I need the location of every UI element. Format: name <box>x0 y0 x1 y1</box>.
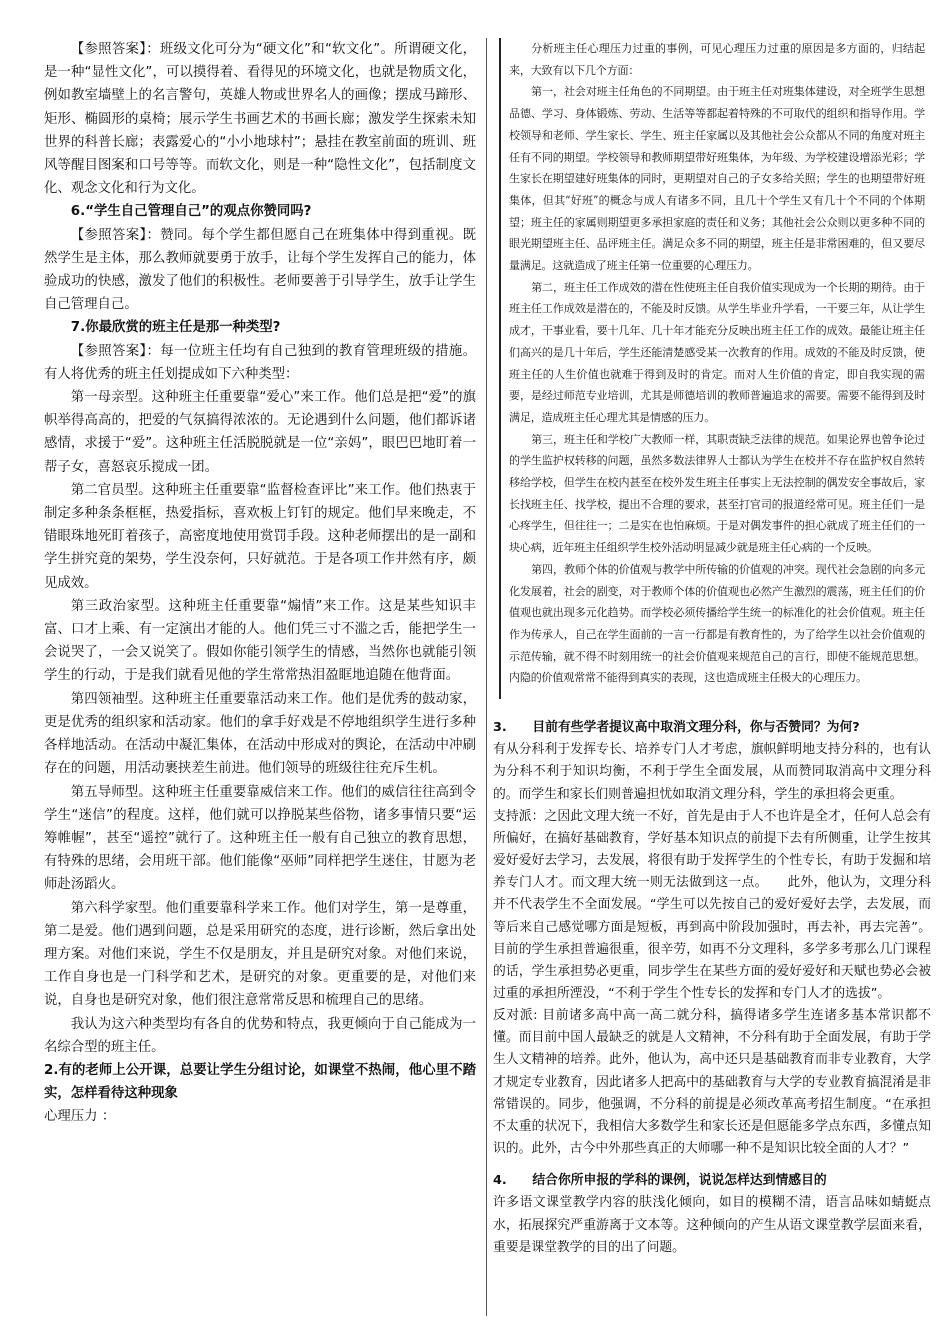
type-paragraph: 第六科学家型。他们重要靠科学来工作。他们对学生，第一是尊重，第二是爱。他们遇到问题，总是采用研究的态度，进行诊断，然后拿出处理方案。对他们来说，学生不仅是朋友，并且是研究对象。对他们来说，工作自身也是一门科学和艺术，是研究的对象。更重要的是，对他们来说，自身也是研究对象，他们很注意常常反思和梳理自己的思绪。 <box>44 900 476 1009</box>
excerpt-paragraph: 分析班主任心理压力过重的事例，可见心理压力过重的原因是多方面的，归结起来，大致有以下几个方面： <box>509 42 925 77</box>
answer-paragraph: 【参照答案】：班级文化可分为“硬文化”和“软文化”。所谓硬文化，是一种“显性文化”，可以摸得着、看得见的环境文化，也就是物质文化，例如教室墙壁上的名言警句，英雄人物或世界名人的画像；摆成马蹄形、矩形、椭圆形的桌椅；展示学生书画艺术的书画长廊；激发学生探索未知世界的科普长廊；表露爱心的“小小地球村”；悬挂在教室前面的班训、班风等醒目图案和口号等等。而软文化，则是一种“隐性文化”，包括制度文化、观念文化和行为文化。 <box>44 42 476 197</box>
subheading: 心理压力 ： <box>44 1109 116 1125</box>
conclusion-paragraph: 我认为这六种类型均有各自的优势和特点，我更倾向于自己能成为一名综合型的班主任。 <box>44 1016 476 1055</box>
type-paragraph: 第五导师型。这种班主任重要靠威信来工作。他们的威信往往高到令学生“迷信”的程度。这样，他们就可以挣脱某些俗物，诸多事情只要“运筹帷幄”，甚至“遥控”就行了。这种班主任一般有自己独立的教育思想，有特殊的思绪，会用班干部。他们能像“巫师”同样把学生迷住，甘愿为老师赴汤蹈火。 <box>44 784 476 893</box>
answer-paragraph: 有从分科利于发挥专长、培养专门人才考虑，旗帜鲜明地支持分科的，也有认为分科不利于知识均衡，不利于学生全面发展，从而赞同取消高中文理分科的。而学生和家长们则普遍担忧如取消文理分科，学生的承担将会更重。 <box>493 742 931 802</box>
question-heading: 2.有的老师上公开课，总要让学生分组讨论，如课堂不热闹，他心里不踏实，怎样看待这种现象 <box>44 1062 476 1102</box>
question-heading: 4. 结合你所申报的学科的课例，说说怎样达到情感目的 <box>493 1173 827 1189</box>
type-paragraph: 第二官员型。这种班主任重要靠“监督检查评比”来工作。他们热衷于制定多种条条框框，热爱指标，喜欢板上钉钉的规定。他们早来晚走，不错眼珠地死盯着孩子，高密度地使用赏罚手段。这种老师摆出的是一副和学生拼究竟的架势，学生没奈何，只好就范。于是各项工作井然有序，颇见成效。 <box>44 482 476 591</box>
question-heading: 6.“学生自己管理自己”的观点你赞同吗? <box>70 204 312 220</box>
right-column <box>493 38 931 1259</box>
column-divider <box>486 38 487 1316</box>
excerpt-paragraph: 第一，社会对班主任角色的不同期望。由于班主任对班集体建设，对全班学生思想品德、学习、身体锻炼、劳动、生活等等都起着特殊的不可取代的组织和指导作用。学校领导和老师、学生家长、学生、班主任家属以及其他社会公众都从不同的角度对班主任有不同的期望。学校领导和教师期望带好班集体，为年级、为学校建设增添光彩；学生家长在期望建好班集体的同时，更期望对自己的子女多给关照；学生的也期望带好班集体，但其“好班”的概念与成人有诸多不同，且几十个学生又有几十个不同的个体期望；班主任的家属则期望更多承担家庭的责任和义务；其他社会公众则以更多种不同的眼光期望班主任、品评班主任。满足众多不同的期望，班主任是非常困难的，但又要尽量满足。这就造成了班主任第一位重要的心理压力。 <box>509 85 925 273</box>
type-paragraph: 第四领袖型。这种班主任重要靠活动来工作。他们是优秀的鼓动家，更是优秀的组织家和活动家。他们的拿手好戏是不停地组织学生进行多种各样地活动。在活动中凝汇集体，在活动中形成对的舆论，在活动中冲刷存在的问题，用活动裹挟差生前进。他们领导的班级往往充斥生机。 <box>44 691 476 777</box>
answer-paragraph: 【参照答案】：每一位班主任均有自己独到的教育管理班级的措施。有人将优秀的班主任划提成如下六种类型： <box>44 343 476 382</box>
left-column <box>44 38 476 1129</box>
question-heading: 7.你最欣赏的班主任是那一种类型? <box>70 320 281 336</box>
answer-paragraph: 许多语文课堂教学内容的肤浅化倾向，如目的模糊不清，语言品味如蜻蜓点水，拓展探究严重游离于文本等。这种倾向的产生从语文课堂教学层面来看，重要是课堂教学的目的出了问题。 <box>493 1195 931 1255</box>
answer-paragraph: 【参照答案】：赞同。每个学生都但愿自己在班集体中得到重视。既然学生是主体，那么教师就要勇于放手，让每个学生发挥自己的能力，体验成功的快感，激发了他们的积极性。老师要善于引导学生，放手让学生自己管理自己。 <box>44 227 476 313</box>
type-paragraph: 第三政治家型。这种班主任重要靠“煽情”来工作。这是某些知识丰富、口才上乘、有一定演出才能的人。他们凭三寸不滥之舌，能把学生一会说哭了，一会又说笑了。假如你能引领学生的情感，当然你也就能引领学生的行动，于是我们就看见他的学生常常热泪盈眶地追随在他背面。 <box>44 598 476 684</box>
answer-paragraph: 反对派: 目前诸多高中高一高二就分科，搞得诸多学生连诸多基本常识都不懂。而目前中国人最缺乏的就是人文精神，不分科有助于全面发展，有助于学生人文精神的培养。此外，他认为，高中还只是基础教育而非专业教育，大学才规定专业教育，因此诸多人把高中的基础教育与大学的专业教育搞混淆是非常错误的。同步，他强调，不分科的前提是必须改革高考招生制度。“在承担不太重的状况下，我相信大多数学生和家长还是但愿能多学点东西，多懂点知识的。此外，古今中外那些真正的大师哪一种不是知识比较全面的人才？” <box>493 1008 931 1157</box>
scanned-excerpt <box>499 38 931 699</box>
excerpt-paragraph: 第四，教师个体的价值观与教学中所传输的价值观的冲突。现代社会急剧的向多元化发展着，社会的剧变，对于教师个体的价值观也必然产生激烈的震荡，班主任们的价值观也就出现多元化趋势。而学校必须传播给学生统一的标准化的社会价值观。班主任作为传承人，自己在学生面前的一言一行都是有教育性的，为了给学生以社会价值观的示范传输，就不得不时刻用统一的社会价值观来规范自己的言行，即使不能规范思想。内隐的价值观常常不能得到真实的表现，这也造成班主任极大的心理压力。 <box>509 562 925 685</box>
question-heading: 3. 目前有些学者提议高中取消文理分科，你与否赞同？为何? <box>493 720 860 736</box>
excerpt-paragraph: 第二，班主任工作成效的潜在性使班主任自我价值实现成为一个长期的期待。由于班主任工作成效是潜在的，不能及时反馈。从学生毕业升学看，一干要三年，从让学生成才，干事业看，要十几年、几十年才能充分反映出班主任工作的成效。最能让班主任们高兴的是几十年后，学生还能清楚感受某一次教育的作用。成效的不能及时反馈，使班主任的人生价值也就难于得到及时的肯定。而对人生价值的肯定，即自我实现的需要，是经过师范专业培训，尤其是师德培训的教师普遍追求的需要。需要不能得到及时满足，造成班主任心理尤其是情感的压力。 <box>509 280 925 424</box>
type-paragraph: 第一母亲型。这种班主任重要靠“爱心”来工作。他们总是把“爱”的旗帜举得高高的，把爱的气氛搞得浓浓的。无论遇到什么问题，他们都诉诸感情，求援于“爱”。这种班主任活脱脱就是一位“亲妈”，眼巴巴地盯着一帮子女，喜怒哀乐搅成一团。 <box>44 390 476 475</box>
answer-paragraph: 支持派：之因此文理大统一不好，首先是由于人不也许是全才，任何人总会有所偏好，在搞好基础教育，学好基本知识点的前提下去有所侧重，让学生按其爱好爱好去学习，去发展，将很有助于发挥学生的个性专长，有助于发掘和培养专门人才。而文理大统一则无法做到这一点。 此外，他认为，文理分科并不代表学生不全面发展。“学生可以先按自己的爱好爱好去学，去发展，而等后来自己感觉哪方面是短板，再到高中阶段加强时，再去补，再去完善”。目前的学生承担普遍很重，很辛劳，如再不分文理科，多学多考那么几门课程的话，学生承担势必更重，同步学生在某些方面的爱好爱好和天赋也势必会被过重的承担所湮没，“不利于学生个性专长的发挥和专门人才的选拔”。 <box>493 808 931 1001</box>
excerpt-paragraph: 第三，班主任和学校广大教师一样，其职责缺乏法律的规范。如果论界也曾争论过的学生监护权转移的问题，虽然多数法律界人士都认为学生在校并不存在监护权自然转移给学校，但学生在校内甚至在校外发生班主任事实上无法控制的偶发安全事故后，家长找班主任、找学校，提出不合理的要求，甚至打官司的报道经常可见。班主任们一是心疼学生，但往往一；二是实在也怕麻烦。于是对偶发事件的担心就成了班主任们的一块心病，近年班主任组织学生校外活动明显减少就是班主任心病的一个反映。 <box>509 432 925 555</box>
